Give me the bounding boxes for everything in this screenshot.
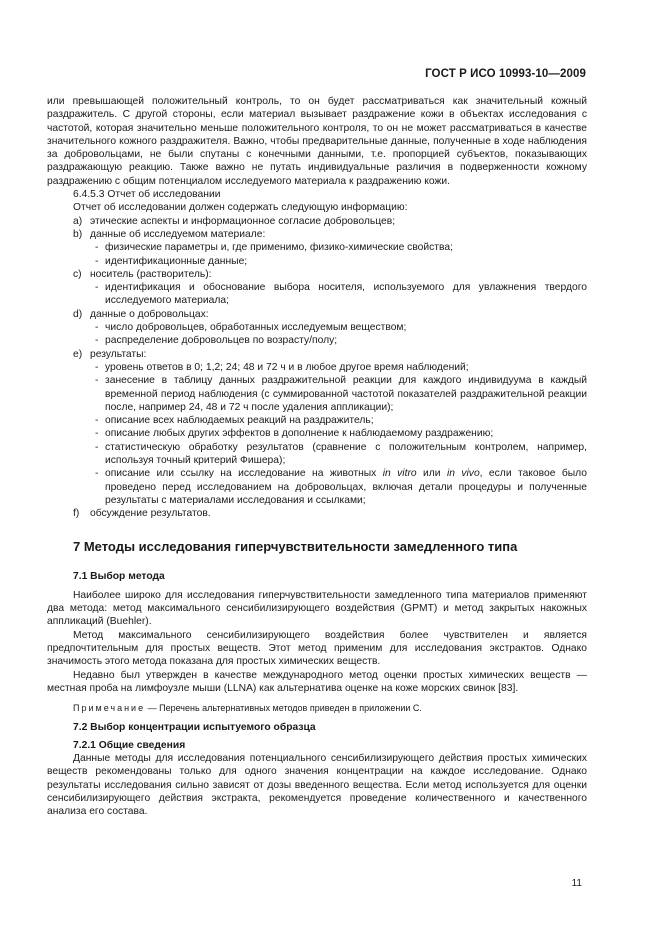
note-label: Примечание [73, 703, 146, 714]
report-list [47, 215, 587, 521]
section-7-1-title: 7.1 Выбор метода [73, 570, 165, 582]
list-marker: f) [73, 508, 80, 520]
section-7-2-title: 7.2 Выбор концентрации испытуемого образца [73, 722, 316, 734]
sub-item: - описание всех наблюдаемых реакций на раздражитель; [95, 415, 374, 427]
sub-item: - число добровольцев, обработанных исследуемым веществом; [95, 322, 407, 334]
list-item-text: данные о добровольцах: [90, 308, 209, 320]
list-item-text: данные об исследуемом материале: [90, 228, 266, 240]
document-body [47, 95, 587, 819]
list-item-text: результаты: [90, 348, 147, 360]
sub-item: - распределение добровольцев по возрасту/полу; [95, 335, 338, 347]
report-lead: Отчет об исследовании должен содержать следующую информацию: [73, 202, 408, 214]
list-item [47, 215, 587, 228]
section-7-2-1-title: 7.2.1 Общие сведения [73, 739, 186, 751]
section-7-title: 7 Методы исследования гиперчувствительности замедленного типа [73, 538, 518, 554]
intro-paragraph: или превышающей положительный контроль, то он будет рассматриваться как значительный кожный раздражитель. С другой стороны, если материал вызывает раздражение кожи в объектах исследования с частотой, которая значительно меньше положительного контроля, то он не может рассматриваться в качестве значительного кожного раздражителя. Важно, чтобы предварительные данные, полученные в ходе наблюдения за добровольцами, не были спутаны с конечными данными, т.е. пропорцией субъектов, показывающих раздражающую реакцию. Также важно не путать индивидуальные различия в подверженности кожному раздражению с общим потенциалом исследуемого материала к раздражению кожи. [47, 96, 587, 187]
report-heading: 6.4.5.3 Отчет об исследовании [73, 189, 221, 201]
note-text: — Перечень альтернативных методов приведен в приложении С. [145, 703, 422, 714]
list-marker: c) [73, 268, 82, 280]
list-item [47, 268, 587, 281]
sub-item: - идентификация и обоснование выбора носителя, используемого для увлажнения твердого исследуемого материала; [95, 282, 587, 307]
sub-item: - уровень ответов в 0; 1,2; 24; 48 и 72 ч и в любое другое время наблюдений; [95, 361, 469, 373]
list-item [47, 228, 587, 241]
sub-item: - статистическую обработку результатов (сравнение с положительным контролем, например, используя точный критерий Фишера); [95, 441, 587, 467]
sub-item: - идентификационные данные; [95, 255, 248, 267]
list-item-text: этические аспекты и информационное согласие добровольцев; [90, 215, 396, 227]
document-header: ГОСТ Р ИСО 10993-10—2009 [425, 68, 586, 80]
list-item [47, 348, 587, 361]
list-item-text: носитель (растворитель): [90, 268, 212, 280]
sub-item: - описание или ссылку на исследование на животных in vitro или in vivo, если таковое было проведено перед исследованием на добровольцах, включая детали процедуры и полученные результаты с материалами исследования и ссылками; [95, 468, 588, 506]
list-marker: d) [73, 308, 83, 320]
paragraph: Метод максимального сенсибилизирующего воздействия более чувствителен и является предпочтительным для простых веществ. Этот метод применим для исследования экстрактов. Однако значимость этого метода показана для простых химических веществ. [47, 629, 587, 668]
list-marker: b) [73, 228, 83, 240]
list-marker: e) [73, 348, 83, 360]
list-item [47, 308, 587, 321]
sub-item: - физические параметры и, где применимо, физико-химические свойства; [95, 242, 453, 254]
page-number: 11 [571, 878, 582, 889]
sub-item: - занесение в таблицу данных раздражительной реакции для каждого индивидуума в каждый временной период наблюдения (с суммированной частотой показателей раздражительной реакции после, например 24, 48 и 72 ч после удаления аппликации); [95, 375, 587, 413]
note [47, 702, 587, 715]
paragraph: Недавно был утвержден в качестве международного метод оценки простых химических веществ — местная проба на лимфоузле мыши (LLNA) как альтернатива оценке на коже морских свинок [83]. [47, 669, 587, 694]
list-marker: a) [73, 215, 83, 227]
paragraph: Данные методы для исследования потенциального сенсибилизирующего действия простых химических веществ рекомендованы только для одного значения концентрации на каждое исследование. Однако результаты исследования сильно зависят от дозы введенного вещества. Если метод используется для оценки сенсибилизирующего действия экстракта, рекомендуется проведение количественного и качественного анализа его состава. [47, 753, 587, 818]
paragraph: Наиболее широко для исследования гиперчувствительности замедленного типа материалов применяют два метода: метод максимального сенсибилизирующего воздействия (GPMT) и метод закрытых накожных аппликаций (Buehler). [47, 589, 587, 628]
list-item-text: обсуждение результатов. [90, 508, 211, 520]
sub-item: - описание любых других эффектов в дополнение к наблюдаемому раздражению; [95, 428, 494, 440]
list-item [47, 507, 587, 520]
